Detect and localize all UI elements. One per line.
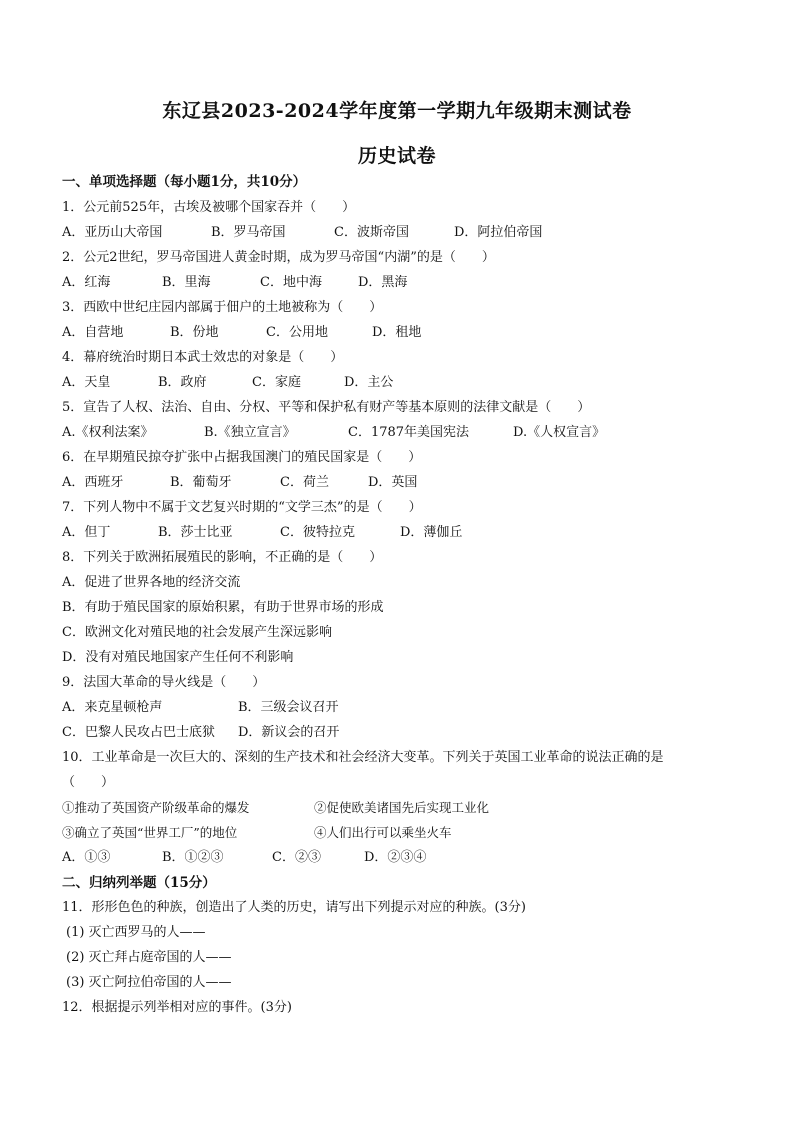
q7-option-b: B．莎士比亚 <box>158 525 233 540</box>
q10-options <box>62 850 754 866</box>
q10-stem: 10．工业革命是一次巨大的、深刻的生产技术和社会经济大变革。下列关于英国工业革命的说法正确的是 <box>62 750 664 765</box>
q10-item-3: ③确立了英国“世界工厂”的地位 <box>62 825 238 840</box>
q7-option-d: D．薄伽丘 <box>400 525 463 540</box>
q6-option-b: B．葡萄牙 <box>170 475 232 490</box>
q10-option-d: D．②③④ <box>364 850 427 865</box>
q3-options <box>62 325 754 341</box>
q10-item-2: ②促使欧美诸国先后实现工业化 <box>314 800 490 815</box>
q11-item-2: (2) 灭亡拜占庭帝国的人—— <box>66 950 232 965</box>
q4-option-b: B．政府 <box>158 375 207 390</box>
q8-option-a: A．促进了世界各地的经济交流 <box>62 575 241 590</box>
q9-option-b: B．三级会议召开 <box>238 700 339 715</box>
q5-option-b: B.《独立宣言》 <box>204 425 296 440</box>
q9-stem: 9．法国大革命的导火线是（ ） <box>62 675 266 690</box>
section2-heading: 二、归纳列举题（15分） <box>62 875 216 891</box>
q5-stem: 5．宣告了人权、法治、自由、分权、平等和保护私有财产等基本原则的法律文献是（ ） <box>62 400 591 415</box>
q2-option-b: B．里海 <box>162 275 211 290</box>
q4-stem: 4．幕府统治时期日本武士效忠的对象是（ ） <box>62 350 344 365</box>
q5-option-a: A.《权利法案》 <box>62 425 154 440</box>
q6-options <box>62 475 754 491</box>
q5-option-d: D.《人权宣言》 <box>513 425 606 440</box>
q4-option-d: D．主公 <box>344 375 394 390</box>
q7-stem: 7．下列人物中不属于文艺复兴时期的“文学三杰”的是（ ） <box>62 500 422 515</box>
q4-options <box>62 375 754 391</box>
q2-option-a: A．红海 <box>62 275 111 290</box>
q2-options <box>62 275 754 291</box>
q10-stem-paren: （ ） <box>62 775 115 790</box>
q1-option-a: A．亚历山大帝国 <box>62 225 163 240</box>
q6-option-d: D．英国 <box>368 475 418 490</box>
q7-option-a: A．但丁 <box>62 525 111 540</box>
exam-title: 东辽县2023-2024学年度第一学期九年级期末测试卷 <box>162 100 632 122</box>
q10-option-c: C．②③ <box>272 850 321 865</box>
q8-option-d: D．没有对殖民地国家产生任何不利影响 <box>62 650 294 665</box>
q10-items-row1 <box>62 800 754 816</box>
q1-options <box>62 225 754 241</box>
q3-option-c: C．公用地 <box>266 325 328 340</box>
q4-option-a: A．天皇 <box>62 375 111 390</box>
q11-item-3: (3) 灭亡阿拉伯帝国的人—— <box>66 975 232 990</box>
q9-option-d: D．新议会的召开 <box>238 725 340 740</box>
q8-stem: 8．下列关于欧洲拓展殖民的影响，不正确的是（ ） <box>62 550 383 565</box>
q6-option-c: C．荷兰 <box>280 475 329 490</box>
q11-item-1: (1) 灭亡西罗马的人—— <box>66 925 206 940</box>
q5-options <box>62 425 754 441</box>
q3-option-b: B．份地 <box>170 325 219 340</box>
q12-stem: 12．根据提示列举相对应的事件。(3分) <box>62 1000 292 1015</box>
q5-option-c: C．1787年美国宪法 <box>348 425 470 440</box>
q9-options-row1 <box>62 700 754 716</box>
q2-stem: 2．公元2世纪，罗马帝国进人黄金时期，成为罗马帝国“内湖”的是（ ） <box>62 250 495 265</box>
q10-option-b: B．①②③ <box>162 850 224 865</box>
q7-option-c: C．彼特拉克 <box>280 525 355 540</box>
q9-option-a: A．来克星顿枪声 <box>62 700 163 715</box>
q9-options-row2 <box>62 725 754 741</box>
q6-stem: 6．在早期殖民掠夺扩张中占据我国澳门的殖民国家是（ ） <box>62 450 422 465</box>
q10-option-a: A．①③ <box>62 850 111 865</box>
q3-stem: 3．西欧中世纪庄园内部属于佃户的土地被称为（ ） <box>62 300 383 315</box>
q2-option-c: C．地中海 <box>260 275 322 290</box>
q10-items-row2 <box>62 825 754 841</box>
q7-options <box>62 525 754 541</box>
q1-option-b: B．罗马帝国 <box>211 225 286 240</box>
q6-option-a: A．西班牙 <box>62 475 124 490</box>
q3-option-d: D．租地 <box>372 325 422 340</box>
q10-item-4: ④人们出行可以乘坐火车 <box>314 825 452 840</box>
q8-option-b: B．有助于殖民国家的原始积累，有助于世界市场的形成 <box>62 600 384 615</box>
q4-option-c: C．家庭 <box>252 375 301 390</box>
q11-stem: 11．形形色色的种族，创造出了人类的历史，请写出下列提示对应的种族。(3分) <box>62 900 526 915</box>
q9-option-c: C．巴黎人民攻占巴士底狱 <box>62 725 215 740</box>
q2-option-d: D．黑海 <box>358 275 408 290</box>
q8-option-c: C．欧洲文化对殖民地的社会发展产生深远影响 <box>62 625 332 640</box>
q1-option-d: D．阿拉伯帝国 <box>454 225 543 240</box>
q3-option-a: A．自营地 <box>62 325 124 340</box>
q10-item-1: ①推动了英国资产阶级革命的爆发 <box>62 800 250 815</box>
section1-heading: 一、单项选择题（每小题1分，共10分） <box>62 174 307 190</box>
exam-subtitle: 历史试卷 <box>357 145 436 167</box>
q1-stem: 1．公元前525年，古埃及被哪个国家吞并（ ） <box>62 200 356 215</box>
q1-option-c: C．波斯帝国 <box>334 225 409 240</box>
